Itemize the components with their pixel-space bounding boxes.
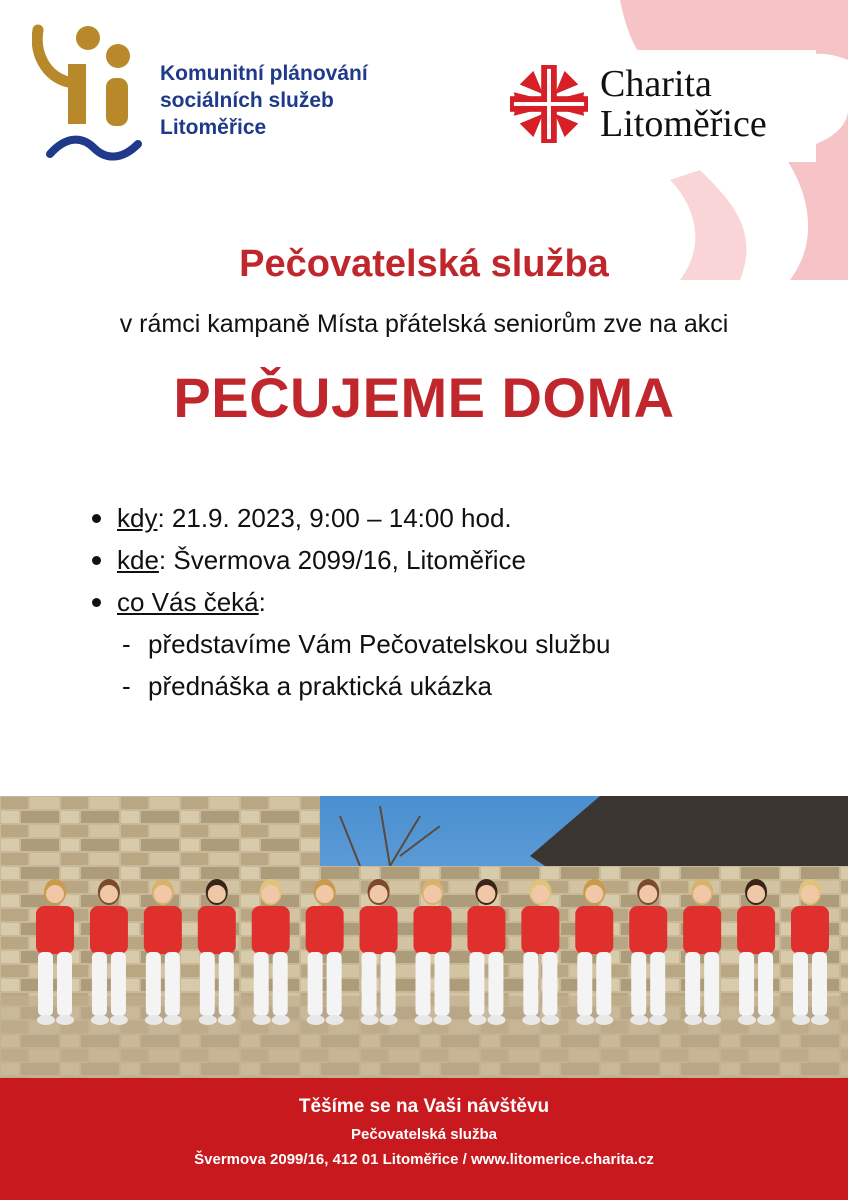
what-suffix: : bbox=[258, 587, 266, 617]
event-name: PEČUJEME DOMA bbox=[173, 366, 675, 429]
kps-line: Komunitní plánování bbox=[160, 62, 368, 85]
team-photo bbox=[0, 796, 848, 1078]
kps-line: Litoměřice bbox=[160, 116, 267, 139]
kps-logo-icon bbox=[32, 24, 142, 174]
charita-line: Litoměřice bbox=[600, 103, 767, 145]
program-item-text: přednáška a praktická ukázka bbox=[148, 671, 492, 701]
dash: - bbox=[122, 629, 131, 659]
footer-greeting: Těšíme se na Vaši návštěvu bbox=[298, 1096, 550, 1117]
service-title: Pečovatelská služba bbox=[239, 243, 609, 285]
where-value: : Švermova 2099/16, Litoměřice bbox=[158, 545, 526, 575]
event-details bbox=[92, 498, 610, 708]
program-item bbox=[92, 624, 610, 666]
detail-what bbox=[92, 582, 610, 624]
when-value: : 21.9. 2023, 9:00 – 14:00 hod. bbox=[157, 503, 512, 533]
what-label: co Vás čeká bbox=[117, 587, 259, 617]
program-item-text: představíme Vám Pečovatelskou službu bbox=[148, 629, 611, 659]
dash: - bbox=[122, 671, 131, 701]
invite-line: v rámci kampaně Místa přátelská seniorům zve na akci bbox=[119, 310, 729, 338]
where-label: kde bbox=[117, 545, 159, 575]
charita-logo-text bbox=[600, 64, 767, 144]
program-item bbox=[92, 666, 610, 708]
charita-cross-icon bbox=[510, 64, 588, 144]
footer-service: Pečovatelská služba bbox=[351, 1126, 497, 1143]
kps-logo-text bbox=[160, 60, 368, 141]
footer-address: Švermova 2099/16, 412 01 Litoměřice / www.litomerice.charita.cz bbox=[194, 1151, 654, 1168]
kps-line: sociálních služeb bbox=[160, 89, 334, 112]
bullet-icon bbox=[92, 598, 101, 607]
bullet-icon bbox=[92, 556, 101, 565]
when-label: kdy bbox=[117, 503, 158, 533]
detail-where bbox=[92, 540, 610, 582]
charita-line: Charita bbox=[600, 63, 712, 105]
bullet-icon bbox=[92, 514, 101, 523]
footer bbox=[0, 1078, 848, 1200]
detail-when bbox=[92, 498, 610, 540]
